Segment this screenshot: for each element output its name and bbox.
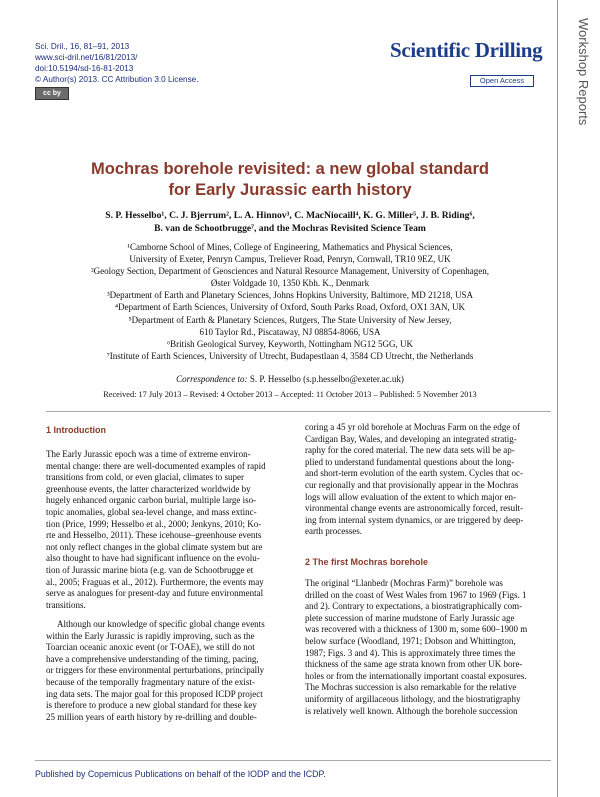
title-line: Mochras borehole revisited: a new global standard — [91, 160, 489, 178]
correspondence — [40, 374, 540, 384]
received-dates: Received: 17 July 2013 – Revised: 4 October 2013 – Accepted: 11 October 2013 – Published: 5 November 2013 — [103, 390, 477, 399]
affiliation-line: ⁵Department of Earth & Planetary Sciences, Rutgers, The State University of New Jersey, — [128, 314, 452, 325]
text-line: tion (Price, 1999; Hesselbo et al., 2000; Jenkyns, 2010; Ko- — [46, 518, 262, 529]
journal-logo — [390, 38, 543, 63]
text-line: was recovered with a thickness of 1300 m, some 600–1900 m — [305, 624, 528, 635]
journal-name: Scientific Drilling — [390, 38, 543, 62]
text-line: hugely enhanced organic carbon burial, multiple large iso- — [46, 495, 257, 506]
affiliation-line: ³Department of Earth and Planetary Sciences, Johns Hopkins University, Baltimore, MD 21218, USA — [106, 290, 474, 301]
borehole-paragraph — [305, 578, 553, 717]
text-line: and short-term evolution of the earth system. Cycles that oc- — [305, 468, 523, 479]
text-line: 25 million years of earth history by re-drilling and double- — [46, 711, 257, 722]
text-line: not only reflect changes in the global climate system but are — [46, 541, 263, 552]
affiliation-line: 610 Taylor Rd., Piscataway, NJ 08854-8066, USA — [199, 326, 381, 337]
text-line: transitions from cold, or even glacial, climates to super — [46, 472, 244, 483]
text-line: is therefore to produce a new global standard for these key — [46, 700, 257, 711]
text-line: rte and Hesselbo, 2011). These icehouse–greenhouse events — [46, 530, 262, 541]
text-line: The Mochras succession is also remarkable for the relative — [305, 682, 517, 693]
header-divider — [46, 411, 551, 412]
text-line: and 2). Contrary to expectations, a biostratigraphically com- — [305, 601, 523, 612]
citation-block — [35, 41, 199, 85]
open-access-badge: Open Access — [470, 75, 534, 87]
text-line: drilled on the coast of West Wales from 1967 to 1969 (Figs. 1 — [305, 589, 527, 600]
affiliations — [40, 241, 540, 362]
text-line: also thought to have had significant influence on the evolu- — [46, 553, 260, 564]
text-line: plete succession of marine mudstone of Early Jurassic age — [305, 612, 515, 623]
text-line: earth processes. — [305, 526, 362, 537]
text-line: serve as analogues for present-day and future environmental — [46, 588, 264, 599]
side-label-text: Workshop Reports — [576, 18, 591, 126]
text-line: vironmental change events are astronomically forced, result- — [305, 503, 524, 514]
author-line: B. van de Schootbrugge⁷, and the Mochras Revisited Science Team — [154, 222, 426, 234]
text-line: coring a 45 yr old borehole at Mochras Farm on the edge of — [305, 422, 520, 432]
text-line: tion of Jurassic marine biota (e.g. van de Schootbrugge et — [46, 564, 254, 575]
section-heading-introduction: 1 Introduction — [46, 425, 106, 435]
text-line: The original “Llanbedr (Mochras Farm)” borehole was — [305, 578, 503, 588]
text-line: Although our knowledge of specific global change events — [57, 619, 265, 629]
text-line: below surface (Woodland, 1971; Dobson and Whittington, — [305, 635, 516, 646]
affiliation-line: ²Geology Section, Department of Geosciences and Natural Resource Management, University of Copenhagen, — [90, 266, 490, 277]
text-line: mental change: there are well-documented examples of rapid — [46, 460, 266, 471]
correspondence-value[interactable]: S. P. Hesselbo (s.p.hesselbo@exeter.ac.uk) — [249, 374, 404, 384]
affiliation-line: Øster Voldgade 10, 1350 Kbh. K., Denmark — [210, 278, 370, 289]
side-divider — [557, 0, 558, 797]
title-line: for Early Jurassic earth history — [168, 181, 412, 199]
text-line: The Early Jurassic epoch was a time of extreme environ- — [46, 449, 251, 459]
intro-paragraph — [46, 449, 294, 611]
text-line: thickness of the same age strata known from other UK bore- — [305, 659, 523, 670]
text-line: because of the temporally fragmentary nature of the exist- — [46, 676, 255, 687]
footer-divider — [35, 760, 551, 761]
affiliation-line: ⁴Department of Earth Sciences, University of Oxford, South Parks Road, Oxford, OX1 3AN, UK — [114, 302, 466, 313]
text-line: topic anomalies, global sea-level change, and mass extinc- — [46, 506, 257, 517]
text-line: cur regionally and that provisionally appear in the Mochras — [305, 479, 519, 490]
intro-continued-paragraph — [305, 422, 553, 538]
intro-paragraph — [46, 619, 294, 723]
section-side-label — [565, 18, 593, 238]
cc-license-icon: cc by — [35, 87, 69, 100]
text-line: greenhouse events, the latter characterized worldwide by — [46, 483, 251, 494]
text-line: ing data sets. The major goal for this proposed ICDP project — [46, 688, 263, 699]
publisher-footer: Published by Copernicus Publications on behalf of the IODP and the ICDP. — [35, 769, 326, 779]
license-line: © Author(s) 2013. CC Attribution 3.0 License. — [35, 75, 199, 85]
text-line: holes or from the internationally important coastal exposures. — [305, 670, 527, 681]
text-line: is relatively well known. Although the borehole succession — [305, 705, 518, 716]
text-line: within the Early Jurassic is rapidly improving, such as the — [46, 630, 255, 641]
author-line: S. P. Hesselbo¹, C. J. Bjerrum², L. A. Hinnov³, C. MacNiocaill⁴, K. G. Miller⁵, J. B. Riding⁶, — [105, 210, 475, 221]
affiliation-line: ⁷Institute of Earth Sciences, University of Utrecht, Budapestlaan 4, 3584 CD Utrecht, the Netherlands — [106, 350, 474, 361]
text-line: transitions. — [46, 599, 86, 610]
text-line: or triggers for these environmental perturbations, principally — [46, 665, 265, 676]
affiliation-line: ¹Camborne School of Mines, College of Engineering, Mathematics and Physical Sciences, — [127, 242, 453, 252]
affiliation-line: ⁶British Geological Survey, Keyworth, Nottingham NG12 5GG, UK — [166, 338, 414, 349]
journal-url[interactable]: www.sci-dril.net/16/81/2013/ — [35, 53, 138, 63]
text-line: raphy for the cored material. The new data sets will be ap- — [305, 445, 515, 456]
text-line: al., 2005; Fraguas et al., 2012). Furthermore, the events may — [46, 576, 264, 587]
text-line: logs will allow evaluation of the extent to which major en- — [305, 491, 516, 502]
article-title — [40, 159, 540, 201]
text-line: plied to understand fundamental questions about the long- — [305, 456, 515, 467]
author-list — [40, 210, 540, 235]
text-line: Toarcian oceanic anoxic event (or T-OAE), we still do not — [46, 642, 255, 653]
text-line: ing from internal system dynamics, or are triggered by deep- — [305, 514, 524, 525]
doi-line[interactable]: doi:10.5194/sd-16-81-2013 — [35, 64, 134, 74]
text-line: uniformity of argillaceous lithology, and the biostratigraphy — [305, 693, 521, 704]
text-line: Cardigan Bay, Wales, and developing an integrated stratig- — [305, 433, 517, 444]
affiliation-line: University of Exeter, Penryn Campus, Treliever Road, Penryn, Cornwall, TR10 9EZ, UK — [129, 254, 451, 265]
correspondence-label: Correspondence to: — [176, 374, 248, 384]
text-line: 1987; Figs. 3 and 4). This is approximately three times the — [305, 647, 516, 658]
text-line: have a comprehensive understanding of the timing, pacing, — [46, 653, 259, 664]
section-heading-first-borehole: 2 The first Mochras borehole — [305, 557, 429, 567]
citation-line: Sci. Dril., 16, 81–91, 2013 — [35, 42, 130, 51]
